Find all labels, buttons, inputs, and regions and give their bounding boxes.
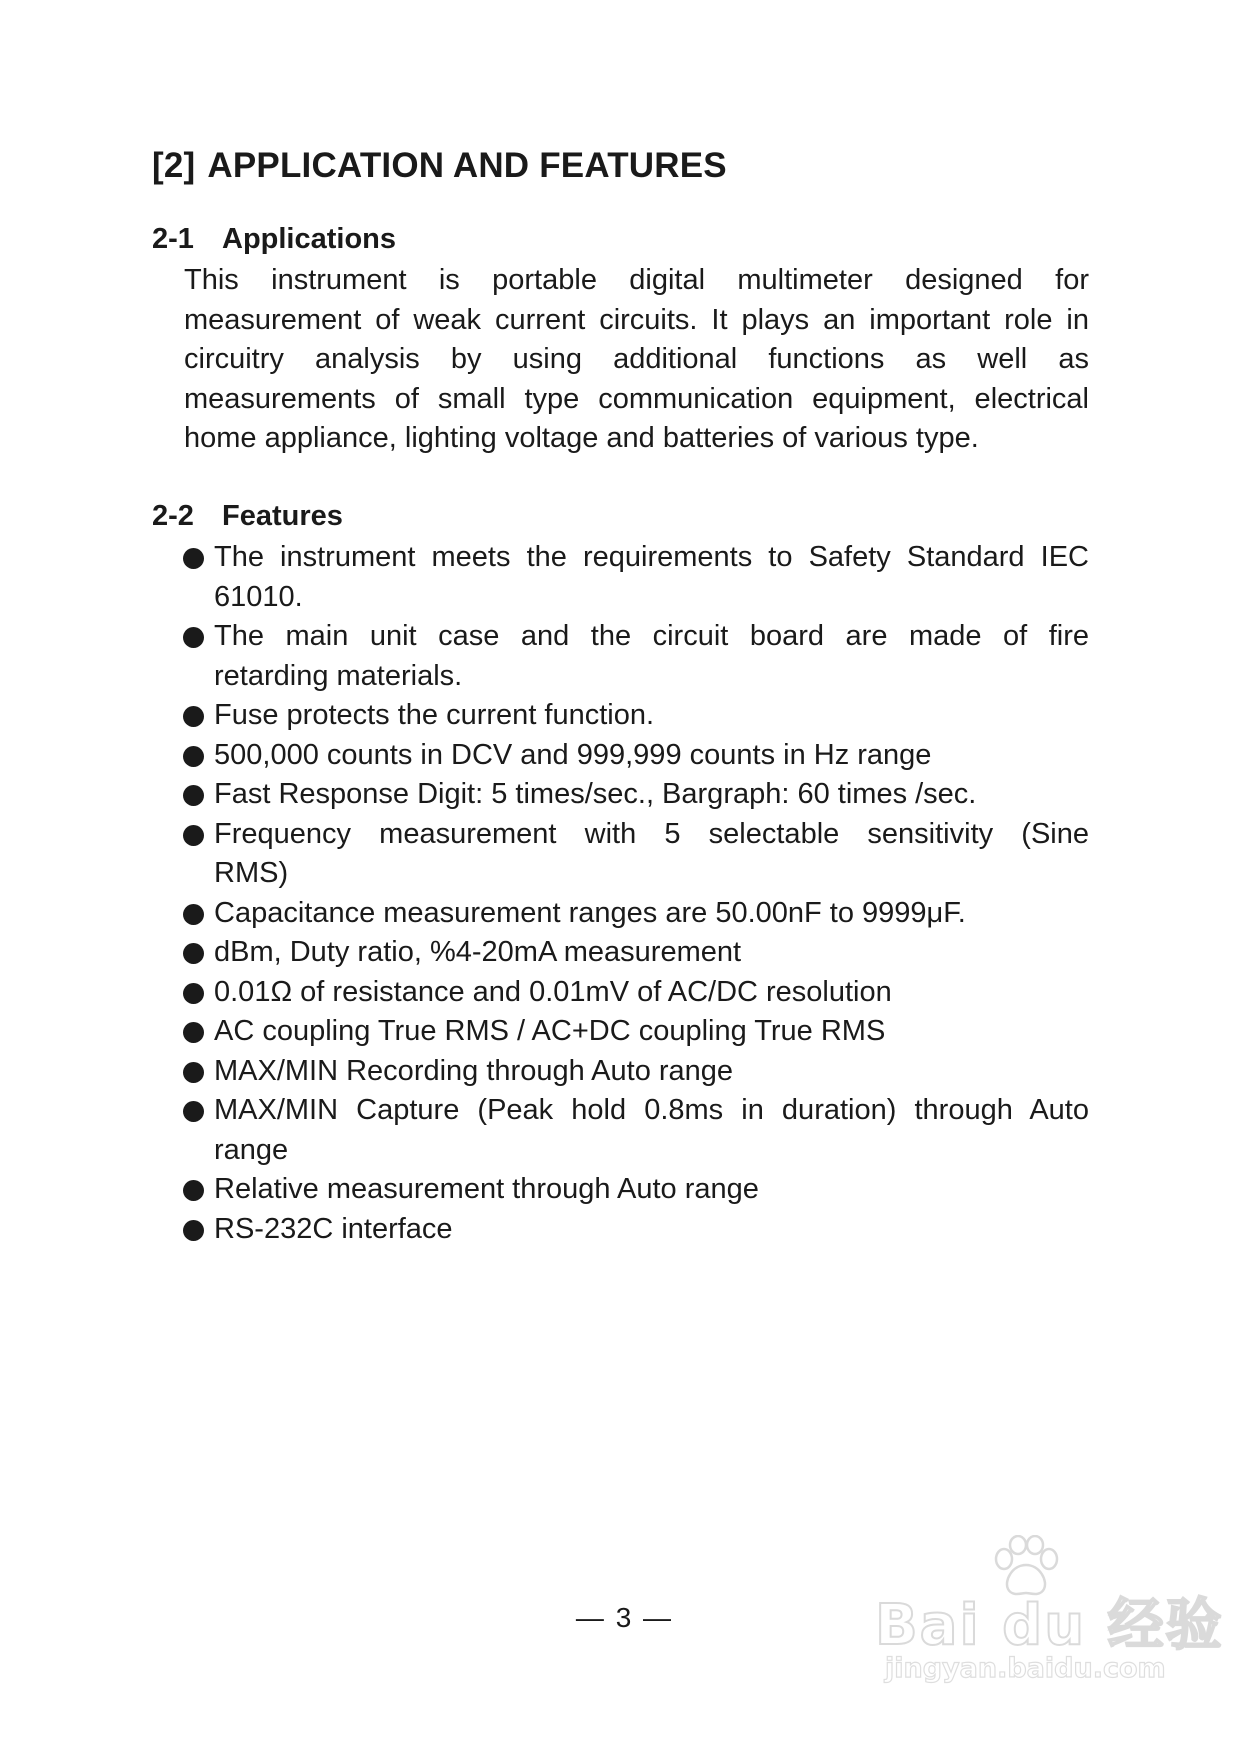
feature-text xyxy=(214,696,1089,736)
bullet-icon xyxy=(183,1022,204,1043)
feature-item xyxy=(183,1170,1089,1210)
page-number: — 3 — xyxy=(575,1602,674,1633)
section-heading-features xyxy=(152,500,343,533)
bullet-icon xyxy=(183,1101,204,1122)
applications-paragraph xyxy=(184,261,1089,459)
section-heading-applications xyxy=(152,223,396,256)
feature-item xyxy=(183,815,1089,894)
feature-line: RMS) xyxy=(214,857,289,889)
feature-line: AC coupling True RMS / AC+DC coupling True RMS xyxy=(214,1015,886,1047)
bullet-icon xyxy=(183,1220,204,1241)
feature-item xyxy=(183,1210,1089,1250)
feature-text xyxy=(214,973,1089,1013)
bullet-icon xyxy=(183,785,204,806)
feature-text xyxy=(214,1012,1089,1052)
bullet-icon xyxy=(183,943,204,964)
feature-item xyxy=(183,933,1089,973)
watermark-brand: Bai du 经验 xyxy=(875,1593,1224,1658)
feature-line: MAX/MIN Capture (Peak hold 0.8ms in duration) through Auto xyxy=(214,1094,1089,1126)
paragraph-line: This instrument is portable digital multimeter designed for xyxy=(184,264,1089,296)
feature-line: Relative measurement through Auto range xyxy=(214,1173,759,1205)
section-title: Features xyxy=(222,500,343,532)
feature-line: 500,000 counts in DCV and 999,999 counts in Hz range xyxy=(214,738,932,771)
feature-line: 0.01Ω of resistance and 0.01mV of AC/DC resolution xyxy=(214,975,892,1008)
bullet-icon xyxy=(183,746,204,767)
feature-line: retarding materials. xyxy=(214,659,463,692)
feature-item xyxy=(183,617,1089,696)
feature-item xyxy=(183,894,1089,934)
bullet-icon xyxy=(183,548,204,569)
feature-text xyxy=(214,894,1089,934)
bullet-icon xyxy=(183,904,204,925)
feature-line: Fuse protects the current function. xyxy=(214,699,655,731)
feature-text xyxy=(214,1091,1089,1170)
section-title: Applications xyxy=(222,223,397,255)
feature-text xyxy=(214,1052,1089,1092)
feature-item xyxy=(183,1091,1089,1170)
feature-line: 61010. xyxy=(214,580,303,613)
watermark-url: jingyan.baidu.com xyxy=(885,1653,1166,1684)
feature-item xyxy=(183,775,1089,815)
chapter-title-text: APPLICATION AND FEATURES xyxy=(207,146,727,185)
chapter-number: [2] xyxy=(152,146,196,185)
section-number: 2-2 xyxy=(152,500,194,532)
paragraph-line: measurements of small type communication equipment, electrical xyxy=(184,382,1089,415)
bullet-icon xyxy=(183,825,204,846)
bullet-icon xyxy=(183,1180,204,1201)
feature-text xyxy=(214,933,1089,973)
bullet-icon xyxy=(183,627,204,648)
bullet-icon xyxy=(183,983,204,1004)
feature-line: Capacitance measurement ranges are 50.00nF to 9999μF. xyxy=(214,896,966,929)
feature-item xyxy=(183,538,1089,617)
feature-line: MAX/MIN Recording through Auto range xyxy=(214,1054,734,1087)
feature-line: range xyxy=(214,1133,289,1166)
feature-text xyxy=(214,1170,1089,1210)
feature-item xyxy=(183,973,1089,1013)
feature-text xyxy=(214,736,1089,776)
chapter-title xyxy=(152,146,727,186)
feature-line: RS-232C interface xyxy=(214,1212,453,1245)
feature-line: The instrument meets the requirements to Safety Standard IEC xyxy=(214,541,1089,573)
bullet-icon xyxy=(183,1062,204,1083)
feature-item xyxy=(183,696,1089,736)
feature-text xyxy=(214,538,1089,617)
feature-item xyxy=(183,736,1089,776)
feature-line: Frequency measurement with 5 selectable sensitivity (Sine xyxy=(214,817,1089,850)
feature-item xyxy=(183,1012,1089,1052)
paragraph-line: circuitry analysis by using additional functions as well as xyxy=(184,343,1089,375)
bullet-icon xyxy=(183,706,204,727)
feature-line: Fast Response Digit: 5 times/sec., Bargraph: 60 times /sec. xyxy=(214,778,977,810)
baidu-watermark xyxy=(875,1535,1224,1695)
feature-text xyxy=(214,1210,1089,1250)
features-list xyxy=(183,538,1089,1249)
paragraph-line: measurement of weak current circuits. It plays an important role in xyxy=(184,303,1089,336)
paragraph-line: home appliance, lighting voltage and batteries of various type. xyxy=(184,422,979,454)
feature-line: dBm, Duty ratio, %4-20mA measurement xyxy=(214,936,742,968)
feature-line: The main unit case and the circuit board are made of fire xyxy=(214,620,1089,652)
feature-item xyxy=(183,1052,1089,1092)
feature-text xyxy=(214,775,1089,815)
feature-text xyxy=(214,617,1089,696)
section-number: 2-1 xyxy=(152,223,194,255)
feature-text xyxy=(214,815,1089,894)
